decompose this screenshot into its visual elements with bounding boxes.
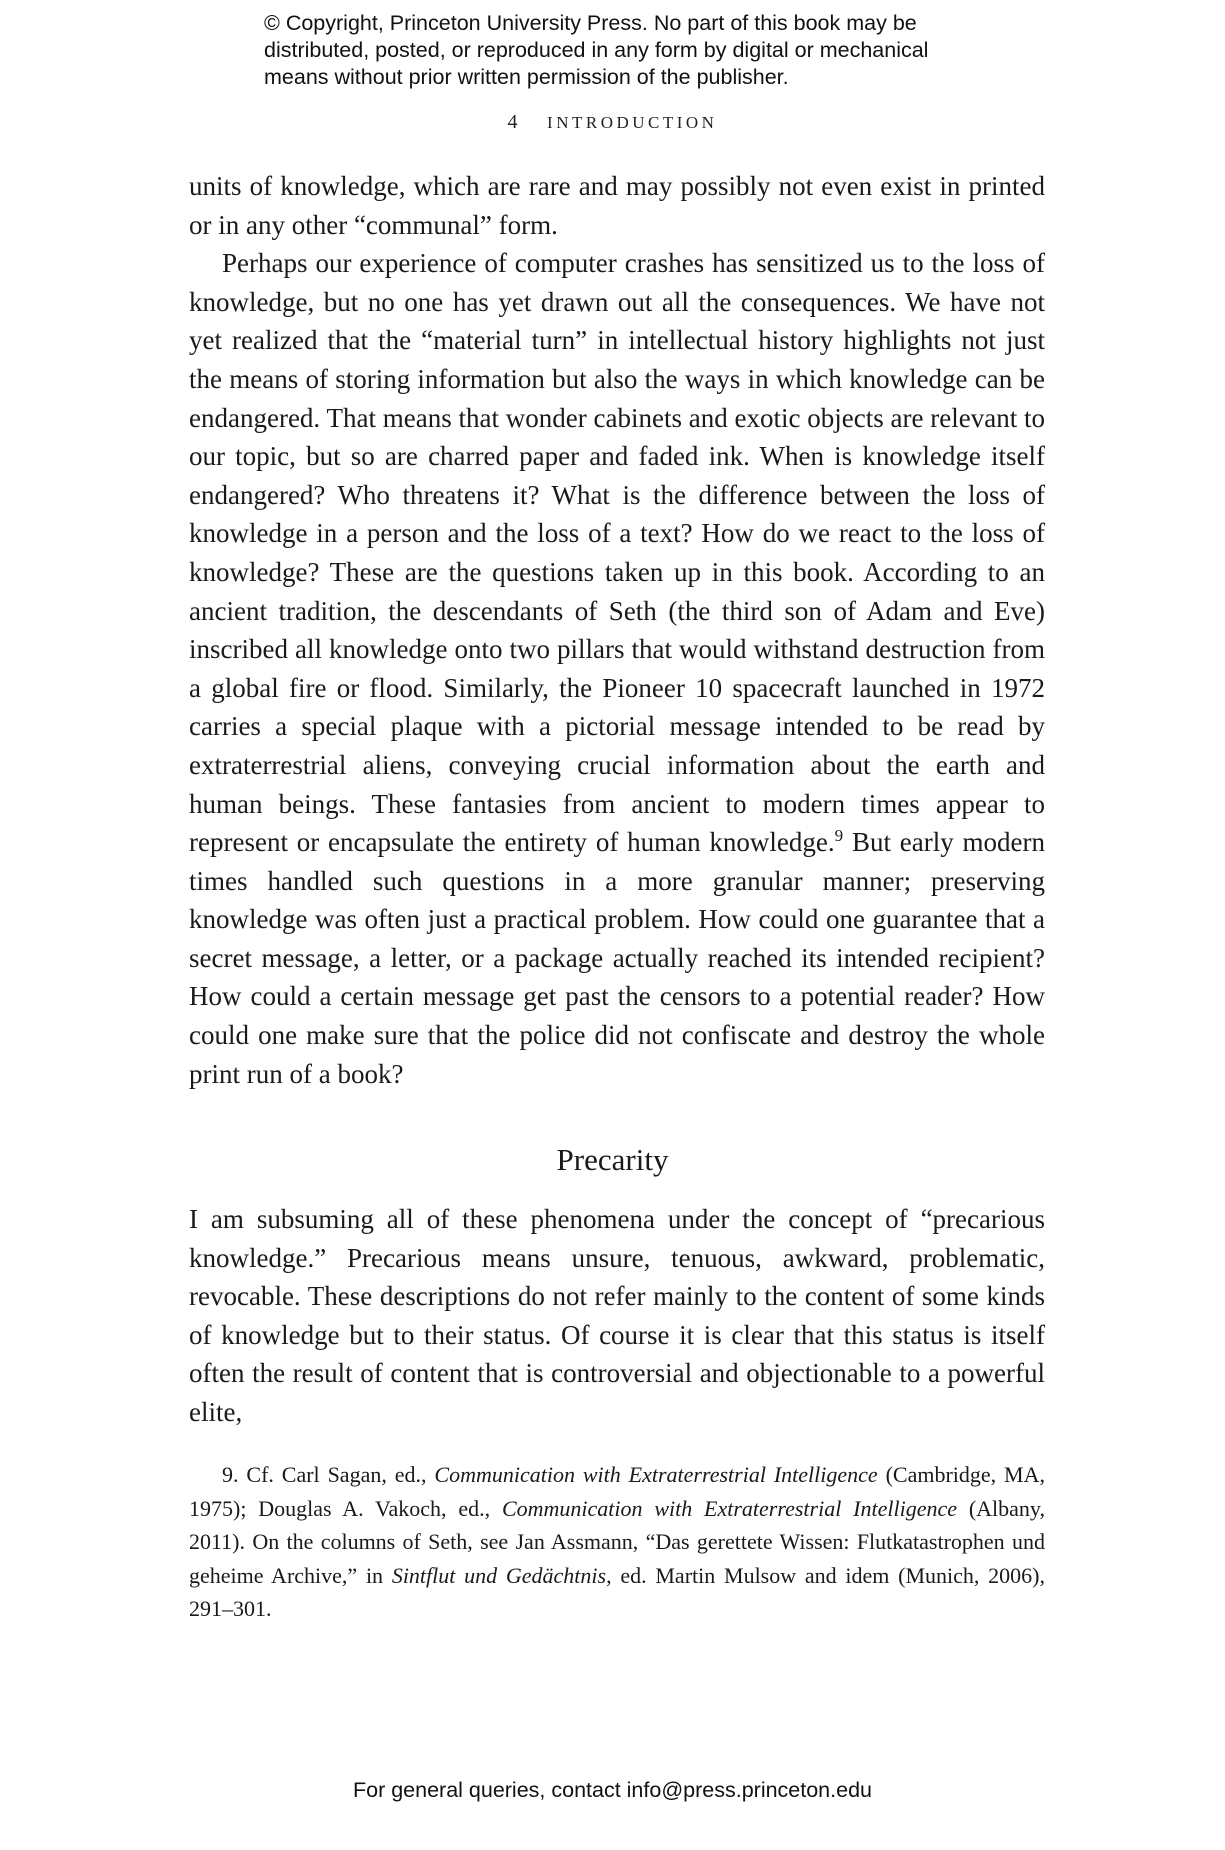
section-heading: Precarity [556, 1142, 669, 1177]
copyright-line: distributed, posted, or reproduced in any form by digital or mechanical [264, 38, 929, 62]
body-text [189, 167, 1045, 1093]
footnote-segment: (Albany, 2011). On the columns of Seth, see Jan Assmann, “Das gerettete Wissen: Flutkatastrophen und geheime Archive,” in [189, 1495, 1045, 1588]
footnote [189, 1458, 1045, 1626]
footer-contact: For general queries, contact info@press.princeton.edu [352, 1778, 872, 1802]
paragraph [189, 244, 1045, 1093]
footnote-title: Communication with Extraterrestrial Intelligence [434, 1462, 878, 1487]
paragraph: I am subsuming all of these phenomena under the concept of “precarious knowledge.” Precarious means unsure, tenuous, awkward, problematic, revocable. These descriptions do not refer mainly to the content of some kinds of knowledge but to their status. Of course it is clear that this status is itself often the result of content that is controversial and objectionable to a powerful elite, [189, 1204, 1045, 1427]
running-head-title: INTRODUCTION [547, 113, 718, 132]
paragraph-text: But early modern times handled such questions in a more granular manner; preserving knowledge was often just a practical problem. How could one guarantee that a secret message, a letter, or a package actually reached its intended recipient? How could a certain message get past the censors to a potential reader? How could one make sure that the police did not confiscate and destroy the whole print run of a book? [189, 827, 1045, 1089]
running-head [0, 111, 1225, 134]
footnote-text [189, 1458, 1045, 1626]
copyright-notice [264, 10, 1024, 91]
copyright-line: means without prior written permission of the publisher. [264, 65, 789, 89]
paragraph-text: Perhaps our experience of computer crashes has sensitized us to the loss of knowledge, but no one has yet drawn out all the consequences. We have not yet realized that the “material turn” in intellectual history highlights not just the means of storing information but also the ways in which knowledge can be endangered. That means that wonder cabinets and exotic objects are relevant to our topic, but so are charred paper and faded ink. When is knowledge itself endangered? Who threatens it? What is the difference between the loss of knowledge in a person and the loss of a text? How do we react to the loss of knowledge? These are the questions taken up in this book. According to an ancient tradition, the descendants of Seth (the third son of Adam and Eve) inscribed all knowledge onto two pillars that would withstand destruction from a global fire or flood. Similarly, the Pioneer 10 spacecraft launched in 1972 carries a special plaque with a pictorial message intended to be read by extraterrestrial aliens, conveying crucial information about the earth and human beings. These fantasies from ancient to modern times appear to represent or encapsulate the entirety of human knowledge. [189, 248, 1045, 858]
footnote-title: Sintflut und Gedächtnis [391, 1562, 607, 1588]
footnote-reference[interactable]: 9 [834, 826, 844, 846]
paragraph: units of knowledge, which are rare and may possibly not even exist in printed or in any other “communal” form. [189, 171, 1045, 240]
copyright-line: © Copyright, Princeton University Press. No part of this book may be [264, 11, 917, 35]
footnote-segment: 9. Cf. Carl Sagan, ed., [222, 1462, 435, 1487]
footnote-segment: , ed. Martin Mulsow and idem (Munich, 2006), 291–301. [189, 1562, 1045, 1621]
page-number: 4 [507, 111, 518, 133]
footnote-segment: (Cambridge, MA, 1975); Douglas A. Vakoch, ed., [189, 1462, 1045, 1521]
section-body-text [189, 1200, 1045, 1432]
footnote-title: Communication with Extraterrestrial Intelligence [501, 1495, 957, 1521]
